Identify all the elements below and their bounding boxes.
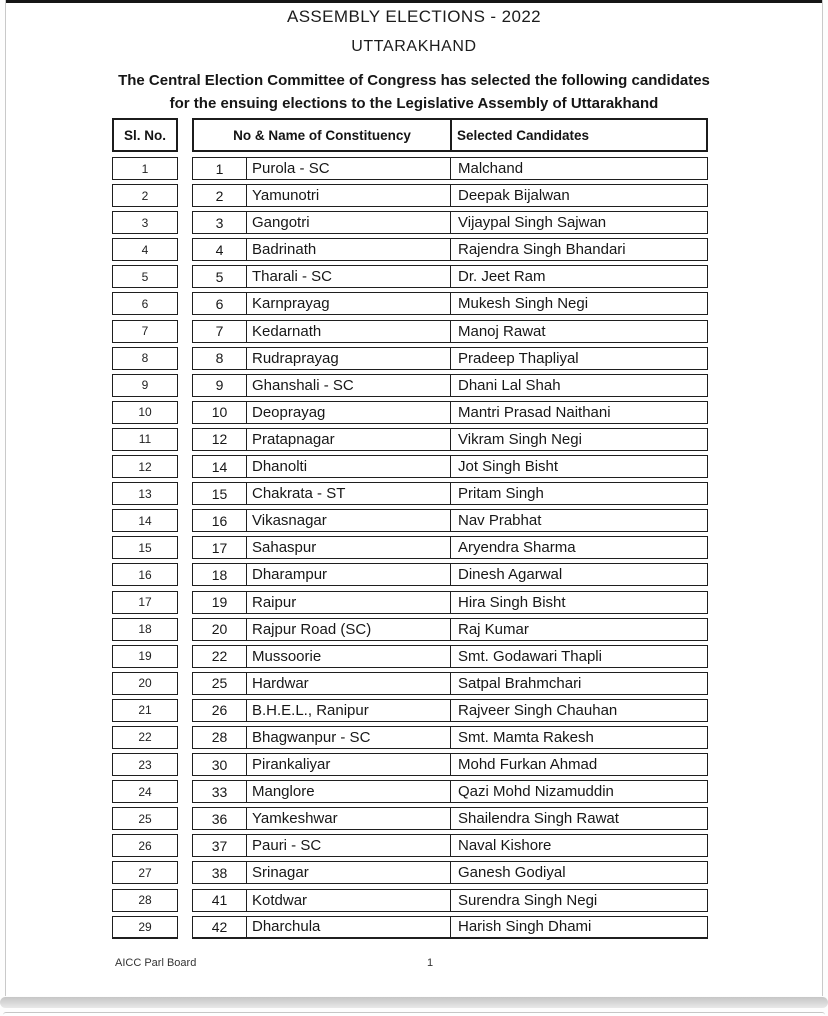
slno-row — [112, 482, 178, 505]
candidate-name: Nav Prabhat — [458, 512, 542, 530]
page-gap-band — [0, 997, 828, 1008]
slno-column — [112, 118, 178, 939]
slno-row — [112, 889, 178, 912]
sl-no-value: 1 — [141, 161, 149, 176]
constituency-name: Dhanolti — [247, 456, 451, 477]
constituency-number: 17 — [193, 537, 247, 558]
constituency-name: Hardwar — [247, 673, 451, 694]
main-rows — [192, 157, 708, 939]
constituency-number: 14 — [193, 456, 247, 477]
table-row — [192, 726, 708, 749]
slno-row — [112, 753, 178, 776]
candidate-name: Vijaypal Singh Sajwan — [458, 214, 607, 232]
table-row — [192, 861, 708, 884]
candidate-name: Smt. Godawari Thapli — [458, 647, 602, 665]
sl-no-value: 12 — [138, 459, 152, 474]
candidate-name: Dinesh Agarwal — [458, 566, 563, 584]
constituency-number: 22 — [193, 646, 247, 667]
sl-no-value: 22 — [138, 730, 152, 745]
intro-line-1: The Central Election Committee of Congress has selected the following candidates — [118, 72, 710, 89]
constituency-number: 9 — [193, 375, 247, 396]
constituency-name: Manglore — [247, 781, 451, 802]
constituency-number: 42 — [193, 917, 247, 937]
candidate-name: Naval Kishore — [458, 837, 552, 855]
candidate-name: Ganesh Godiyal — [458, 864, 566, 882]
constituency-number: 3 — [193, 212, 247, 233]
candidate-name: Harish Singh Dhami — [458, 918, 592, 936]
table-row — [192, 157, 708, 180]
constituency-number: 12 — [193, 429, 247, 450]
constituency-name: Ghanshali - SC — [247, 375, 451, 396]
slno-row — [112, 347, 178, 370]
slno-row — [112, 265, 178, 288]
constituency-name: Purola - SC — [247, 158, 451, 179]
constituency-number: 19 — [193, 592, 247, 613]
slno-row — [112, 807, 178, 830]
slno-row — [112, 401, 178, 424]
sl-no-value: 21 — [138, 703, 152, 718]
slno-row — [112, 645, 178, 668]
constituency-number: 18 — [193, 564, 247, 585]
constituency-number: 33 — [193, 781, 247, 802]
sl-no-value: 20 — [138, 676, 152, 691]
table-row — [192, 889, 708, 912]
slno-row — [112, 320, 178, 343]
table-row — [192, 184, 708, 207]
slno-row — [112, 238, 178, 261]
candidate-name: Manoj Rawat — [458, 322, 546, 340]
sl-no-value: 17 — [138, 595, 152, 609]
table-row — [192, 780, 708, 803]
slno-row — [112, 726, 178, 749]
table-row — [192, 401, 708, 424]
table-row — [192, 916, 708, 939]
constituency-name: Chakrata - ST — [247, 483, 451, 504]
sl-no-value: 18 — [138, 622, 152, 637]
table-row — [192, 292, 708, 315]
candidate-name: Pradeep Thapliyal — [458, 349, 579, 367]
footer-source-label: AICC Parl Board — [115, 957, 197, 969]
constituency-name: Kotdwar — [247, 890, 451, 911]
candidate-name: Shailendra Singh Rawat — [458, 810, 619, 828]
constituency-number: 36 — [193, 808, 247, 829]
constituency-number: 26 — [193, 700, 247, 721]
intro-paragraph — [6, 69, 822, 115]
sl-no-value: 25 — [138, 811, 152, 826]
table-row — [192, 834, 708, 857]
candidate-name: Rajendra Singh Bhandari — [458, 241, 626, 259]
slno-row — [112, 563, 178, 586]
table-row — [192, 536, 708, 559]
sl-no-value: 3 — [141, 215, 149, 230]
table-row — [192, 428, 708, 451]
slno-row — [112, 211, 178, 234]
table-row — [192, 320, 708, 343]
candidate-name: Malchand — [458, 160, 524, 177]
slno-row — [112, 374, 178, 397]
sl-no-value: 4 — [141, 242, 149, 257]
sl-no-value: 10 — [138, 405, 152, 420]
sl-no-value: 8 — [141, 351, 149, 366]
sl-no-value: 23 — [138, 757, 152, 772]
table-row — [192, 618, 708, 641]
constituency-name: Badrinath — [247, 239, 451, 260]
sl-no-value: 27 — [138, 865, 152, 880]
slno-row — [112, 428, 178, 451]
constituency-number: 6 — [193, 293, 247, 314]
table-row — [192, 455, 708, 478]
slno-row — [112, 536, 178, 559]
sl-no-value: 9 — [141, 378, 149, 393]
sl-no-value: 19 — [138, 649, 152, 664]
candidate-name: Dhani Lal Shah — [458, 376, 561, 394]
table-row — [192, 591, 708, 614]
next-page-edge — [3, 1012, 825, 1016]
intro-line-2: for the ensuing elections to the Legislative Assembly of Uttarakhand — [169, 95, 659, 112]
candidate-name: Raj Kumar — [458, 620, 529, 638]
candidate-name: Qazi Mohd Nizamuddin — [458, 783, 614, 801]
constituency-name: Pratapnagar — [247, 429, 451, 450]
slno-rows — [112, 157, 178, 939]
constituency-name: Rajpur Road (SC) — [247, 619, 451, 640]
constituency-number: 2 — [193, 185, 247, 206]
candidate-name: Hira Singh Bisht — [458, 593, 566, 611]
page-subtitle: UTTARAKHAND — [351, 38, 477, 55]
constituency-name: Raipur — [247, 592, 451, 613]
main-columns — [192, 118, 708, 939]
sl-no-value: 24 — [138, 784, 152, 799]
table-row — [192, 238, 708, 261]
top-rule — [6, 0, 822, 3]
constituency-name: Kedarnath — [247, 321, 451, 342]
table-row — [192, 807, 708, 830]
candidate-name: Deepak Bijalwan — [458, 187, 570, 205]
constituency-number: 25 — [193, 673, 247, 694]
header-sl-no: Sl. No. — [112, 118, 178, 152]
constituency-number: 30 — [193, 754, 247, 775]
table-row — [192, 265, 708, 288]
sl-no-value: 2 — [141, 188, 149, 203]
slno-row — [112, 916, 178, 939]
sl-no-value: 7 — [141, 324, 149, 339]
candidate-name: Jot Singh Bisht — [458, 458, 559, 476]
constituency-name: Gangotri — [247, 212, 451, 233]
constituency-number: 1 — [193, 158, 247, 179]
main-header-row — [192, 118, 708, 152]
slno-row — [112, 292, 178, 315]
slno-row — [112, 834, 178, 857]
candidate-name: Vikram Singh Negi — [458, 430, 582, 448]
candidate-name: Dr. Jeet Ram — [458, 268, 546, 286]
constituency-name: Rudraprayag — [247, 348, 451, 369]
slno-row — [112, 184, 178, 207]
candidate-name: Aryendra Sharma — [458, 539, 576, 557]
slno-row — [112, 157, 178, 180]
candidate-name: Rajveer Singh Chauhan — [458, 701, 618, 719]
constituency-name: Sahaspur — [247, 537, 451, 558]
table-row — [192, 482, 708, 505]
constituency-name: Dharchula — [247, 917, 451, 937]
candidate-name: Pritam Singh — [458, 485, 544, 503]
page-title: ASSEMBLY ELECTIONS - 2022 — [286, 7, 542, 26]
candidate-name: Mantri Prasad Naithani — [458, 403, 611, 421]
table-row — [192, 645, 708, 668]
sl-no-value: 14 — [138, 513, 152, 528]
candidate-name: Mohd Furkan Ahmad — [458, 756, 598, 774]
constituency-number: 37 — [193, 835, 247, 856]
table-row — [192, 563, 708, 586]
constituency-name: Dharampur — [247, 564, 451, 585]
constituency-name: Tharali - SC — [247, 266, 451, 287]
document-page — [5, 0, 823, 996]
sl-no-value: 15 — [138, 540, 152, 555]
sl-no-value: 28 — [138, 893, 152, 908]
constituency-number: 10 — [193, 402, 247, 423]
constituency-name: B.H.E.L., Ranipur — [247, 700, 451, 721]
candidate-name: Surendra Singh Negi — [458, 891, 598, 909]
constituency-number: 15 — [193, 483, 247, 504]
table-row — [192, 509, 708, 532]
footer-page-number: 1 — [427, 957, 434, 969]
candidate-name: Satpal Brahmchari — [458, 674, 582, 692]
constituency-number: 4 — [193, 239, 247, 260]
sl-no-value: 11 — [138, 432, 152, 447]
table-row — [192, 753, 708, 776]
table-row — [192, 672, 708, 695]
constituency-number: 38 — [193, 862, 247, 883]
constituency-name: Bhagwanpur - SC — [247, 727, 451, 748]
constituency-name: Karnprayag — [247, 293, 451, 314]
header-constituency: No & Name of Constituency — [194, 120, 452, 150]
sl-no-value: 29 — [138, 919, 152, 934]
table-row — [192, 347, 708, 370]
constituency-name: Pauri - SC — [247, 835, 451, 856]
table-row — [192, 374, 708, 397]
sl-no-value: 6 — [141, 296, 149, 311]
slno-row — [112, 455, 178, 478]
constituency-number: 20 — [193, 619, 247, 640]
constituency-name: Yamkeshwar — [247, 808, 451, 829]
sl-no-value: 16 — [138, 567, 152, 582]
sl-no-value: 5 — [141, 269, 149, 284]
slno-row — [112, 861, 178, 884]
slno-row — [112, 699, 178, 722]
constituency-number: 41 — [193, 890, 247, 911]
slno-row — [112, 509, 178, 532]
constituency-number: 5 — [193, 266, 247, 287]
constituency-name: Pirankaliyar — [247, 754, 451, 775]
sl-no-value: 26 — [138, 838, 152, 853]
constituency-number: 16 — [193, 510, 247, 531]
candidate-name: Smt. Mamta Rakesh — [458, 728, 594, 746]
table-row — [192, 699, 708, 722]
candidate-name: Mukesh Singh Negi — [458, 295, 589, 313]
constituency-name: Deoprayag — [247, 402, 451, 423]
header-selected-candidates: Selected Candidates — [457, 127, 590, 143]
table-row — [192, 211, 708, 234]
constituency-number: 7 — [193, 321, 247, 342]
slno-row — [112, 618, 178, 641]
constituency-number: 8 — [193, 348, 247, 369]
slno-row — [112, 672, 178, 695]
constituency-name: Yamunotri — [247, 185, 451, 206]
constituency-name: Mussoorie — [247, 646, 451, 667]
constituency-name: Srinagar — [247, 862, 451, 883]
candidates-table — [112, 118, 708, 939]
slno-row — [112, 780, 178, 803]
slno-row — [112, 591, 178, 614]
sl-no-value: 13 — [138, 486, 152, 501]
constituency-name: Vikasnagar — [247, 510, 451, 531]
constituency-number: 28 — [193, 727, 247, 748]
